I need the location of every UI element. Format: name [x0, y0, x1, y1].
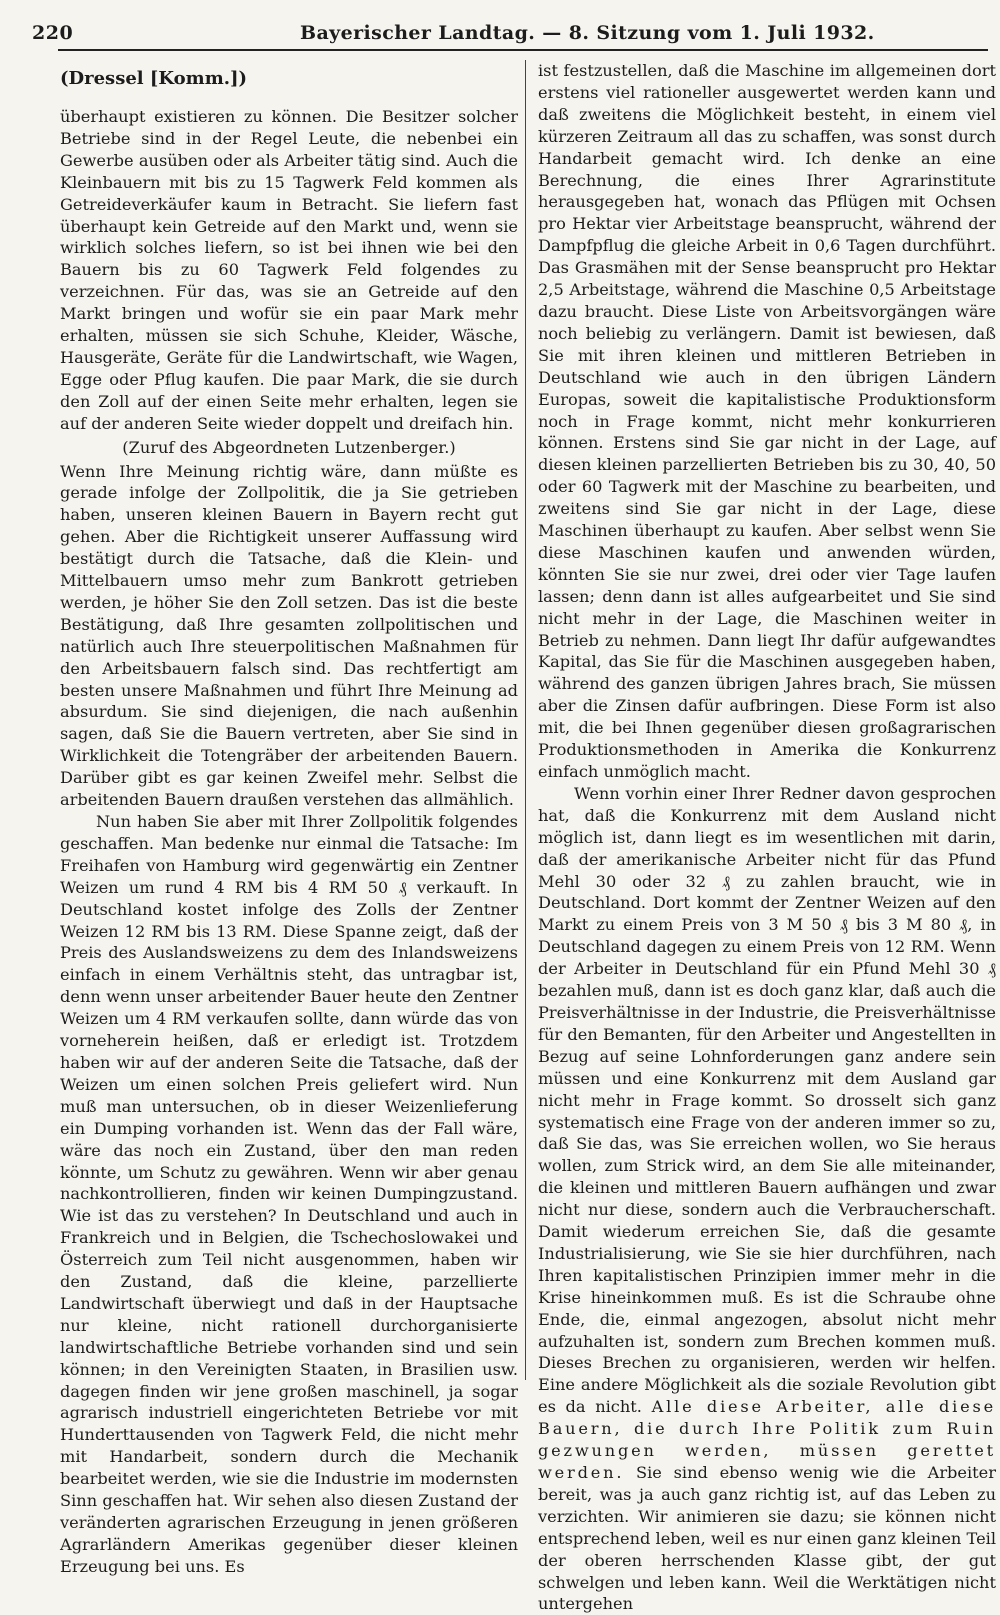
page-header [0, 0, 1000, 56]
paragraph-text: Wenn vorhin einer Ihrer Redner davon gesprochen hat, daß die Konkurrenz mit dem Ausland nicht möglich ist, dann liegt es im wesentlichen mit darin, daß der amerikanische Arbeiter nicht für das Pfund Mehl 30 oder 32 ₰ zu zahlen braucht, wie in Deutschland. Dort kommt der Zentner Weizen auf den Markt zu einem Preis von 3 M 50 ₰ bis 3 M 80 ₰, in Deutschland dagegen zu einem Preis von 12 RM. Wenn der Arbeiter in Deutschland für ein Pfund Mehl 30 ₰ bezahlen muß, dann ist es doch ganz klar, daß auch die Preisverhältnisse in der Industrie, die Preisverhältnisse für den Bemanten, für den Arbeiter und Angestellten in Bezug auf seine Lohnforderungen ganz andere sein müssen und eine Konkurrenz mit dem Ausland gar nicht mehr in Frage kommt. So drosselt sich ganz systematisch eine Frage von der anderen immer so zu, daß Sie das, was Sie erreichen wollen, wo Sie heraus wollen, zum Strick wird, an dem Sie alle miteinander, die kleinen und mittleren Bauern aufhängen und zwar nicht nur diese, sondern auch die Verbraucherschaft. Damit wiederum erreichen Sie, daß die gesamte Industrialisierung, wie Sie sie hier durchführen, nach Ihren kapitalistischen Prinzipien immer mehr in die Krise hineinkommen muß. Es ist die Schraube ohne Ende, die, einmal angezogen, absolut nicht mehr aufzuhalten ist, sondern zum Brechen kommen muß. Dieses Brechen zu organisieren, werden wir helfen. Eine andere Möglichkeit als die soziale Revolution gibt es da nicht. [538, 783, 996, 1417]
right-column [538, 60, 996, 1615]
speaker-label: (Dressel [Komm.]) [60, 68, 248, 89]
paragraph [538, 783, 996, 1615]
column-divider [525, 60, 526, 1380]
spaced-emphasis: Alle diese Arbeiter, alle diese Bauern, die durch Ihre Politik zum Ruin gezwungen werden, müssen gerettet werden. [538, 1397, 996, 1482]
paragraph-text: Sie sind ebenso wenig wie die Arbeiter bereit, was ja auch ganz richtig ist, auf das Leben zu verzichten. Wir animieren sie dazu; sie können nicht entsprechend leben, weil es nur einen ganz kleinen Teil der oberen herrschenden Klasse gibt, der gut schwelgen und leben kann. Weil die Werktätigen nicht untergehen [538, 1463, 996, 1614]
paragraph: Nun haben Sie aber mit Ihrer Zollpolitik folgendes geschaffen. Man bedenke nur einmal die Tatsache: Im Freihafen von Hamburg wird gegenwärtig ein Zentner Weizen um rund 4 RM bis 4 RM 50 ₰ verkauft. In Deutschland kostet infolge des Zolls der Zentner Weizen 12 RM bis 13 RM. Diese Spanne zeigt, daß der Preis des Auslandsweizens zu dem des Inlandsweizens einfach in einem Verhältnis steht, das untragbar ist, denn wenn unser arbeitender Bauer heute den Zentner Weizen um 4 RM verkaufen sollte, dann würde das von vorneherein heißen, daß er erledigt ist. Trotzdem haben wir auf der anderen Seite die Tatsache, daß der Weizen um einen solchen Preis geliefert wird. Nun muß man untersuchen, ob in dieser Weizenlieferung ein Dumping vorhanden ist. Wenn das der Fall wäre, wäre das noch ein Zustand, über den man reden könnte, um Schutz zu gewähren. Wenn wir aber genau nachkontrollieren, finden wir keinen Dumpingzustand. Wie ist das zu verstehen? In Deutschland und auch in Frankreich und in Belgien, die Tschechoslowakei und Österreich zum Teil nicht ausgenommen, haben wir den Zustand, daß die kleine, parzellierte Landwirtschaft überwiegt und daß in der Hauptsache nur kleine, nicht rationell durchorganisierte landwirtschaftliche Betriebe vorhanden sind und sein können; in den Vereinigten Staaten, in Brasilien usw. dagegen finden wir jene großen maschinell, ja sogar agrarisch industriell eingerichteten Betriebe vor mit Hunderttausenden von Tagwerk Feld, die nicht mehr mit Handarbeit, sondern durch die Mechanik bearbeitet werden, wie sie die Industrie im modernsten Sinn geschaffen hat. Wir sehen also diesen Zustand der veränderten agrarischen Erzeugung in jenen größeren Agrarländern Amerikas gegenüber dieser kleinen Erzeugung bei uns. Es [60, 812, 519, 1576]
paragraph: Wenn Ihre Meinung richtig wäre, dann müßte es gerade infolge der Zollpolitik, die ja Sie getrieben haben, unseren kleinen Bauern in Bayern recht gut gehen. Aber die Richtigkeit unserer Auffassung wird bestätigt durch die Tatsache, daß die Klein- und Mittelbauern umso mehr zum Bankrott getrieben werden, je höher Sie den Zoll setzen. Das ist die beste Bestätigung, daß Ihre gesamten zollpolitischen und natürlich auch Ihre steuerpolitischen Maßnahmen für den Arbeitsbauern falsch sind. Das rechtfertigt am besten unsere Maßnahmen und führt Ihre Meinung ad absurdum. Sie sind diejenigen, die nach außenhin sagen, daß Sie die Bauern vertreten, aber Sie sind in Wirklichkeit die Totengräber der arbeitenden Bauern. Darüber gibt es gar keinen Zweifel mehr. Selbst die arbeitenden Bauern draußen verstehen das allmählich. [60, 461, 518, 810]
interjection: (Zuruf des Abgeordneten Lutzenberger.) [122, 437, 456, 457]
header-rule [58, 49, 988, 51]
running-head: Bayerischer Landtag. — 8. Sitzung vom 1. Juli 1932. [300, 22, 875, 44]
paragraph: ist festzustellen, daß die Maschine im allgemeinen dort erstens viel rationeller ausgewertet werden kann und daß zweitens die Möglichkeit besteht, in einem viel kürzeren Zeitraum all das zu schaffen, was sonst durch Handarbeit gemacht wird. Ich denke an eine Berechnung, die eines Ihrer Agrarinstitute herausgegeben hat, wonach das Pflügen mit Ochsen pro Hektar vier Arbeitstage beansprucht, während der Dampfpflug die gleiche Arbeit in 0,6 Tagen durchführt. Das Grasmähen mit der Sense beansprucht pro Hektar 2,5 Arbeitstage, während die Maschine 0,5 Arbeitstage dazu braucht. Diese Liste von Arbeitsvorgängen wäre noch beliebig zu verlängern. Damit ist bewiesen, daß Sie mit ihren kleinen und mittleren Betrieben in Deutschland wie auch in den übrigen Ländern Europas, soweit die kapitalistische Produktionsform noch in Frage kommt, nicht mehr konkurrieren können. Erstens sind Sie gar nicht in der Lage, auf diesen kleinen parzellierten Betrieben bis zu 30, 40, 50 oder 60 Tagwerk mit der Maschine zu bearbeiten, und zweitens sind Sie gar nicht in der Lage, diese Maschinen überhaupt zu kaufen. Aber selbst wenn Sie diese Maschinen kaufen und anwenden würden, könnten Sie sie nur zwei, drei oder vier Tage laufen lassen; denn dann ist alles aufgearbeitet und Sie sind nicht mehr in der Lage, die Maschinen weiter in Betrieb zu nehmen. Dann liegt Ihr dafür aufgewandtes Kapital, das Sie für die Maschinen ausgegeben haben, während des ganzen übrigen Jahres brach, Sie müssen aber die Zinsen dafür aufbringen. Diese Form ist also mit, die bei Ihnen gegenüber diesen großagrarischen Produktionsmethoden in Amerika die Konkurrenz einfach unmöglich macht. [538, 61, 996, 781]
page-number: 220 [32, 22, 74, 44]
left-column [60, 60, 518, 1578]
paragraph: überhaupt existieren zu können. Die Besitzer solcher Betriebe sind in der Regel Leute, die nebenbei ein Gewerbe ausüben oder als Arbeiter tätig sind. Auch die Kleinbauern mit bis zu 15 Tagwerk Feld kommen als Getreideverkäufer kaum in Betracht. Sie liefern fast überhaupt kein Getreide auf den Markt und, wenn sie wirklich solches liefern, so ist bei ihnen wie bei den Bauern bis zu 60 Tagwerk Feld folgendes zu verzeichnen. Für das, was sie an Getreide auf den Markt bringen und wofür sie ein paar Mark mehr erhalten, müssen sie sich Schuhe, Kleider, Wäsche, Hausgeräte, Geräte für die Landwirtschaft, wie Wagen, Egge oder Pflug kaufen. Die paar Mark, die sie durch den Zoll auf der einen Seite mehr erhalten, legen sie auf der anderen Seite wieder doppelt und dreifach hin. [60, 107, 518, 433]
